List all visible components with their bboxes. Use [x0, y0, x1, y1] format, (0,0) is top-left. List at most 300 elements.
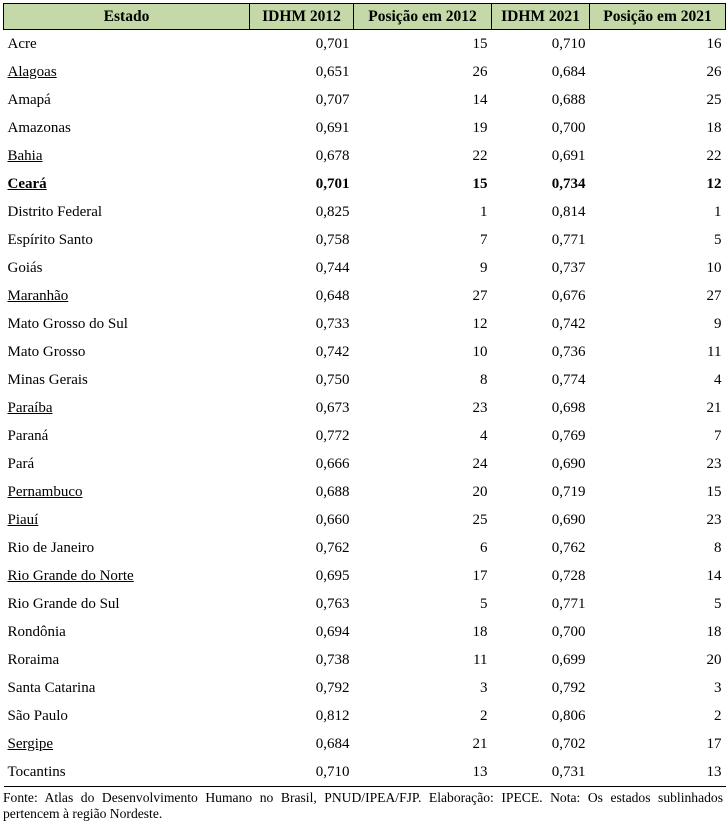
cell-posicao-2021 [590, 674, 726, 702]
cell-posicao-2021-text: 18 [706, 119, 722, 136]
cell-posicao-2012-text: 23 [472, 399, 488, 416]
cell-posicao-2012 [354, 30, 492, 59]
cell-idhm-2012-text: 0,792 [315, 679, 350, 696]
cell-idhm-2012-text: 0,733 [315, 315, 350, 332]
cell-posicao-2021 [590, 450, 726, 478]
cell-estado [4, 534, 250, 562]
cell-idhm-2021-text: 0,719 [551, 483, 586, 500]
cell-posicao-2021 [590, 58, 726, 86]
cell-posicao-2021 [590, 86, 726, 114]
cell-idhm-2021-text: 0,684 [551, 63, 586, 80]
cell-posicao-2012-text: 14 [472, 91, 488, 108]
cell-idhm-2021 [492, 366, 590, 394]
cell-idhm-2021-text: 0,690 [551, 455, 586, 472]
cell-posicao-2021-text: 22 [706, 147, 722, 164]
cell-idhm-2021-text: 0,688 [551, 91, 586, 108]
cell-estado-text: Sergipe [7, 735, 54, 752]
cell-idhm-2012-text: 0,684 [315, 735, 350, 752]
cell-idhm-2021 [492, 394, 590, 422]
cell-estado [4, 590, 250, 618]
cell-posicao-2021-text: 2 [714, 707, 722, 724]
cell-estado [4, 58, 250, 86]
cell-idhm-2021-text: 0,734 [551, 175, 586, 192]
table-row [4, 506, 726, 534]
cell-idhm-2021 [492, 282, 590, 310]
cell-posicao-2021 [590, 30, 726, 59]
cell-posicao-2021-text: 27 [706, 287, 722, 304]
table-row [4, 422, 726, 450]
table-row [4, 758, 726, 787]
table-row [4, 478, 726, 506]
cell-posicao-2012 [354, 478, 492, 506]
cell-idhm-2021-text: 0,792 [551, 679, 586, 696]
cell-idhm-2021-text: 0,702 [551, 735, 586, 752]
cell-posicao-2021-text: 15 [706, 483, 722, 500]
cell-idhm-2012 [250, 674, 354, 702]
cell-estado [4, 702, 250, 730]
cell-estado [4, 506, 250, 534]
cell-idhm-2012 [250, 478, 354, 506]
cell-posicao-2012 [354, 198, 492, 226]
cell-idhm-2021 [492, 142, 590, 170]
cell-posicao-2012-text: 6 [480, 539, 488, 556]
cell-idhm-2012 [250, 422, 354, 450]
cell-posicao-2021 [590, 702, 726, 730]
cell-posicao-2021 [590, 758, 726, 787]
cell-idhm-2012 [250, 310, 354, 338]
cell-idhm-2021 [492, 170, 590, 198]
cell-posicao-2012 [354, 282, 492, 310]
cell-posicao-2021-text: 3 [714, 679, 722, 696]
cell-estado-text: Bahia [7, 147, 43, 164]
cell-posicao-2012-text: 21 [472, 735, 488, 752]
cell-posicao-2021 [590, 170, 726, 198]
cell-idhm-2012 [250, 534, 354, 562]
column-header-estado: Estado [4, 4, 250, 30]
column-header-posicao-2021: Posição em 2021 [590, 4, 726, 30]
cell-estado [4, 674, 250, 702]
cell-posicao-2012-text: 2 [480, 707, 488, 724]
table-row [4, 114, 726, 142]
cell-posicao-2012-text: 15 [472, 35, 488, 52]
cell-idhm-2012 [250, 450, 354, 478]
cell-idhm-2021-text: 0,699 [551, 651, 586, 668]
table-row [4, 86, 726, 114]
cell-posicao-2012 [354, 170, 492, 198]
table-row [4, 562, 726, 590]
table-row [4, 30, 726, 59]
cell-idhm-2012-text: 0,701 [315, 175, 350, 192]
cell-estado-text: Paraná [7, 427, 49, 444]
header-row [4, 4, 726, 30]
cell-posicao-2012-text: 1 [480, 203, 488, 220]
cell-estado [4, 618, 250, 646]
cell-posicao-2021-text: 8 [714, 539, 722, 556]
cell-estado [4, 422, 250, 450]
cell-estado-text: Pernambuco [7, 483, 83, 500]
cell-estado [4, 30, 250, 59]
cell-idhm-2021-text: 0,728 [551, 567, 586, 584]
cell-posicao-2012-text: 13 [472, 763, 488, 780]
cell-idhm-2021 [492, 478, 590, 506]
table-row [4, 534, 726, 562]
cell-idhm-2012 [250, 590, 354, 618]
cell-estado [4, 562, 250, 590]
cell-posicao-2021-text: 5 [714, 231, 722, 248]
cell-idhm-2012 [250, 394, 354, 422]
cell-posicao-2012 [354, 58, 492, 86]
cell-estado [4, 282, 250, 310]
table-header [4, 4, 726, 30]
cell-idhm-2012-text: 0,825 [315, 203, 350, 220]
cell-idhm-2021-text: 0,742 [551, 315, 586, 332]
cell-idhm-2021 [492, 86, 590, 114]
cell-idhm-2012-text: 0,812 [315, 707, 350, 724]
cell-idhm-2021 [492, 58, 590, 86]
cell-estado-text: Pará [7, 455, 35, 472]
cell-posicao-2021 [590, 562, 726, 590]
cell-idhm-2021-text: 0,691 [551, 147, 586, 164]
cell-posicao-2012 [354, 646, 492, 674]
table-row [4, 282, 726, 310]
cell-posicao-2012 [354, 674, 492, 702]
cell-idhm-2021 [492, 450, 590, 478]
cell-idhm-2012 [250, 30, 354, 59]
cell-idhm-2021 [492, 30, 590, 59]
cell-estado [4, 198, 250, 226]
table-row [4, 646, 726, 674]
cell-posicao-2012 [354, 450, 492, 478]
cell-posicao-2021-text: 26 [706, 63, 722, 80]
cell-posicao-2012 [354, 758, 492, 787]
cell-posicao-2021 [590, 534, 726, 562]
cell-posicao-2021 [590, 366, 726, 394]
cell-idhm-2012 [250, 86, 354, 114]
cell-estado-text: Amazonas [7, 119, 71, 136]
cell-posicao-2012-text: 12 [472, 315, 488, 332]
table-row [4, 730, 726, 758]
cell-posicao-2012-text: 18 [472, 623, 488, 640]
cell-posicao-2021-text: 9 [714, 315, 722, 332]
cell-posicao-2021-text: 7 [714, 427, 722, 444]
cell-posicao-2012 [354, 730, 492, 758]
table-row [4, 254, 726, 282]
cell-posicao-2021 [590, 590, 726, 618]
cell-posicao-2021 [590, 282, 726, 310]
cell-idhm-2012 [250, 562, 354, 590]
idhm-table [3, 3, 726, 787]
cell-posicao-2021 [590, 254, 726, 282]
cell-idhm-2012-text: 0,707 [315, 91, 350, 108]
cell-idhm-2012-text: 0,678 [315, 147, 350, 164]
cell-idhm-2012 [250, 170, 354, 198]
cell-idhm-2012-text: 0,660 [315, 511, 350, 528]
cell-posicao-2012-text: 22 [472, 147, 488, 164]
cell-posicao-2021 [590, 730, 726, 758]
cell-idhm-2012 [250, 282, 354, 310]
cell-posicao-2012 [354, 338, 492, 366]
cell-estado [4, 86, 250, 114]
cell-idhm-2021 [492, 338, 590, 366]
cell-idhm-2012-text: 0,691 [315, 119, 350, 136]
cell-idhm-2012-text: 0,750 [315, 371, 350, 388]
cell-idhm-2012 [250, 58, 354, 86]
cell-idhm-2012 [250, 114, 354, 142]
cell-posicao-2012-text: 9 [480, 259, 488, 276]
cell-idhm-2012-text: 0,651 [315, 63, 350, 80]
cell-posicao-2021-text: 11 [707, 343, 722, 360]
cell-posicao-2012-text: 25 [472, 511, 488, 528]
column-header-posicao-2012: Posição em 2012 [354, 4, 492, 30]
cell-posicao-2012 [354, 142, 492, 170]
cell-posicao-2012-text: 7 [480, 231, 488, 248]
cell-estado-text: Santa Catarina [7, 679, 96, 696]
cell-idhm-2021-text: 0,736 [551, 343, 586, 360]
cell-posicao-2021 [590, 226, 726, 254]
cell-idhm-2012 [250, 646, 354, 674]
cell-estado [4, 310, 250, 338]
table-body [4, 30, 726, 787]
cell-posicao-2021 [590, 142, 726, 170]
cell-estado-text: Mato Grosso do Sul [7, 315, 128, 332]
cell-idhm-2012 [250, 618, 354, 646]
cell-idhm-2012-text: 0,710 [315, 763, 350, 780]
cell-idhm-2012 [250, 142, 354, 170]
cell-estado [4, 730, 250, 758]
cell-posicao-2021-text: 5 [714, 595, 722, 612]
cell-posicao-2012 [354, 562, 492, 590]
cell-idhm-2021 [492, 674, 590, 702]
cell-estado [4, 478, 250, 506]
cell-posicao-2021-text: 21 [706, 399, 722, 416]
table-row [4, 702, 726, 730]
cell-idhm-2021 [492, 226, 590, 254]
table-row [4, 198, 726, 226]
cell-posicao-2012 [354, 226, 492, 254]
cell-idhm-2012-text: 0,673 [315, 399, 350, 416]
cell-posicao-2021-text: 23 [706, 511, 722, 528]
cell-posicao-2021-text: 13 [706, 763, 722, 780]
cell-idhm-2012 [250, 338, 354, 366]
table-row [4, 674, 726, 702]
column-header-idhm-2021: IDHM 2021 [492, 4, 590, 30]
cell-posicao-2012-text: 8 [480, 371, 488, 388]
cell-posicao-2012 [354, 114, 492, 142]
cell-estado-text: Amapá [7, 91, 51, 108]
cell-idhm-2012-text: 0,738 [315, 651, 350, 668]
cell-idhm-2012 [250, 506, 354, 534]
cell-idhm-2021 [492, 254, 590, 282]
cell-posicao-2012 [354, 86, 492, 114]
cell-posicao-2021 [590, 198, 726, 226]
cell-idhm-2012 [250, 758, 354, 787]
cell-idhm-2021-text: 0,731 [551, 763, 586, 780]
cell-posicao-2012 [354, 422, 492, 450]
cell-posicao-2012 [354, 310, 492, 338]
cell-idhm-2012-text: 0,701 [315, 35, 350, 52]
cell-idhm-2021-text: 0,814 [551, 203, 586, 220]
cell-posicao-2012-text: 26 [472, 63, 488, 80]
cell-idhm-2021-text: 0,690 [551, 511, 586, 528]
cell-posicao-2021-text: 4 [714, 371, 722, 388]
cell-idhm-2021-text: 0,700 [551, 623, 586, 640]
table-row [4, 338, 726, 366]
cell-estado-text: Rondônia [7, 623, 66, 640]
cell-idhm-2021-text: 0,769 [551, 427, 586, 444]
cell-posicao-2012-text: 17 [472, 567, 488, 584]
cell-posicao-2021-text: 10 [706, 259, 722, 276]
cell-idhm-2021 [492, 114, 590, 142]
cell-estado-text: Minas Gerais [7, 371, 88, 388]
cell-estado [4, 366, 250, 394]
cell-idhm-2021 [492, 506, 590, 534]
cell-posicao-2021 [590, 646, 726, 674]
cell-posicao-2012 [354, 506, 492, 534]
source-note: Fonte: Atlas do Desenvolvimento Humano no Brasil, PNUD/IPEA/FJP. Elaboração: IPECE. Nota: Os estados sublinhados pertencem à região Nordeste. [3, 790, 723, 821]
cell-posicao-2012-text: 24 [472, 455, 488, 472]
cell-posicao-2021-text: 20 [706, 651, 722, 668]
cell-idhm-2012 [250, 254, 354, 282]
cell-posicao-2021 [590, 338, 726, 366]
cell-posicao-2021-text: 18 [706, 623, 722, 640]
cell-idhm-2012-text: 0,695 [315, 567, 350, 584]
cell-idhm-2021-text: 0,762 [551, 539, 586, 556]
cell-idhm-2021-text: 0,698 [551, 399, 586, 416]
cell-estado [4, 394, 250, 422]
cell-posicao-2021-text: 12 [706, 175, 722, 192]
cell-estado-text: Alagoas [7, 63, 57, 80]
cell-posicao-2012 [354, 366, 492, 394]
cell-posicao-2012-text: 4 [480, 427, 488, 444]
cell-estado [4, 254, 250, 282]
table-row [4, 394, 726, 422]
cell-idhm-2021 [492, 310, 590, 338]
cell-posicao-2012-text: 15 [472, 175, 488, 192]
cell-posicao-2021 [590, 394, 726, 422]
cell-idhm-2012-text: 0,742 [315, 343, 350, 360]
cell-idhm-2021 [492, 758, 590, 787]
cell-posicao-2012 [354, 590, 492, 618]
cell-idhm-2021 [492, 702, 590, 730]
cell-estado [4, 226, 250, 254]
cell-posicao-2021 [590, 478, 726, 506]
cell-estado-text: Ceará [7, 175, 47, 192]
idhm-table-container [3, 3, 725, 822]
cell-estado-text: São Paulo [7, 707, 68, 724]
cell-idhm-2021 [492, 646, 590, 674]
cell-posicao-2012 [354, 618, 492, 646]
cell-idhm-2021 [492, 198, 590, 226]
cell-estado-text: Acre [7, 35, 37, 52]
cell-estado [4, 646, 250, 674]
cell-idhm-2012-text: 0,763 [315, 595, 350, 612]
cell-idhm-2012-text: 0,772 [315, 427, 350, 444]
cell-estado-text: Distrito Federal [7, 203, 103, 220]
table-row [4, 590, 726, 618]
cell-posicao-2021 [590, 422, 726, 450]
cell-posicao-2012-text: 27 [472, 287, 488, 304]
cell-idhm-2012-text: 0,694 [315, 623, 350, 640]
cell-posicao-2012 [354, 254, 492, 282]
cell-posicao-2012 [354, 702, 492, 730]
cell-estado-text: Roraima [7, 651, 60, 668]
cell-estado-text: Rio Grande do Sul [7, 595, 120, 612]
cell-idhm-2021-text: 0,676 [551, 287, 586, 304]
cell-estado [4, 170, 250, 198]
cell-posicao-2012-text: 11 [473, 651, 488, 668]
cell-posicao-2021-text: 25 [706, 91, 722, 108]
cell-estado-text: Tocantins [7, 763, 66, 780]
table-row [4, 310, 726, 338]
cell-estado-text: Maranhão [7, 287, 69, 304]
cell-idhm-2021 [492, 562, 590, 590]
table-row [4, 170, 726, 198]
cell-idhm-2021-text: 0,710 [551, 35, 586, 52]
cell-posicao-2021-text: 16 [706, 35, 722, 52]
cell-posicao-2021 [590, 506, 726, 534]
cell-idhm-2012-text: 0,744 [315, 259, 350, 276]
cell-estado [4, 758, 250, 787]
cell-idhm-2021 [492, 422, 590, 450]
table-row [4, 366, 726, 394]
cell-idhm-2021-text: 0,774 [551, 371, 586, 388]
cell-estado [4, 338, 250, 366]
cell-posicao-2012-text: 5 [480, 595, 488, 612]
cell-posicao-2021 [590, 618, 726, 646]
table-row [4, 58, 726, 86]
cell-posicao-2021-text: 1 [714, 203, 722, 220]
cell-posicao-2012-text: 19 [472, 119, 488, 136]
table-row [4, 226, 726, 254]
column-header-idhm-2012: IDHM 2012 [250, 4, 354, 30]
table-row [4, 142, 726, 170]
cell-estado-text: Paraíba [7, 399, 53, 416]
cell-idhm-2012-text: 0,762 [315, 539, 350, 556]
cell-idhm-2012-text: 0,688 [315, 483, 350, 500]
cell-idhm-2021-text: 0,806 [551, 707, 586, 724]
cell-idhm-2012-text: 0,758 [315, 231, 350, 248]
cell-idhm-2021-text: 0,737 [551, 259, 586, 276]
table-row [4, 450, 726, 478]
cell-posicao-2021-text: 14 [706, 567, 722, 584]
cell-estado-text: Rio Grande do Norte [7, 567, 134, 584]
cell-idhm-2021 [492, 590, 590, 618]
cell-estado-text: Goiás [7, 259, 43, 276]
cell-idhm-2021 [492, 618, 590, 646]
cell-idhm-2012 [250, 198, 354, 226]
cell-idhm-2021-text: 0,771 [551, 595, 586, 612]
cell-idhm-2021-text: 0,700 [551, 119, 586, 136]
cell-idhm-2012-text: 0,666 [315, 455, 350, 472]
cell-estado-text: Rio de Janeiro [7, 539, 95, 556]
cell-estado-text: Espírito Santo [7, 231, 93, 248]
cell-posicao-2012-text: 10 [472, 343, 488, 360]
cell-idhm-2012 [250, 702, 354, 730]
cell-idhm-2021 [492, 534, 590, 562]
cell-posicao-2012-text: 20 [472, 483, 488, 500]
cell-posicao-2021 [590, 310, 726, 338]
cell-posicao-2012-text: 3 [480, 679, 488, 696]
cell-posicao-2021 [590, 114, 726, 142]
cell-estado-text: Mato Grosso [7, 343, 86, 360]
cell-idhm-2012-text: 0,648 [315, 287, 350, 304]
cell-idhm-2012 [250, 366, 354, 394]
cell-posicao-2021-text: 17 [706, 735, 722, 752]
cell-idhm-2012 [250, 226, 354, 254]
cell-idhm-2012 [250, 730, 354, 758]
cell-idhm-2021-text: 0,771 [551, 231, 586, 248]
cell-estado [4, 142, 250, 170]
